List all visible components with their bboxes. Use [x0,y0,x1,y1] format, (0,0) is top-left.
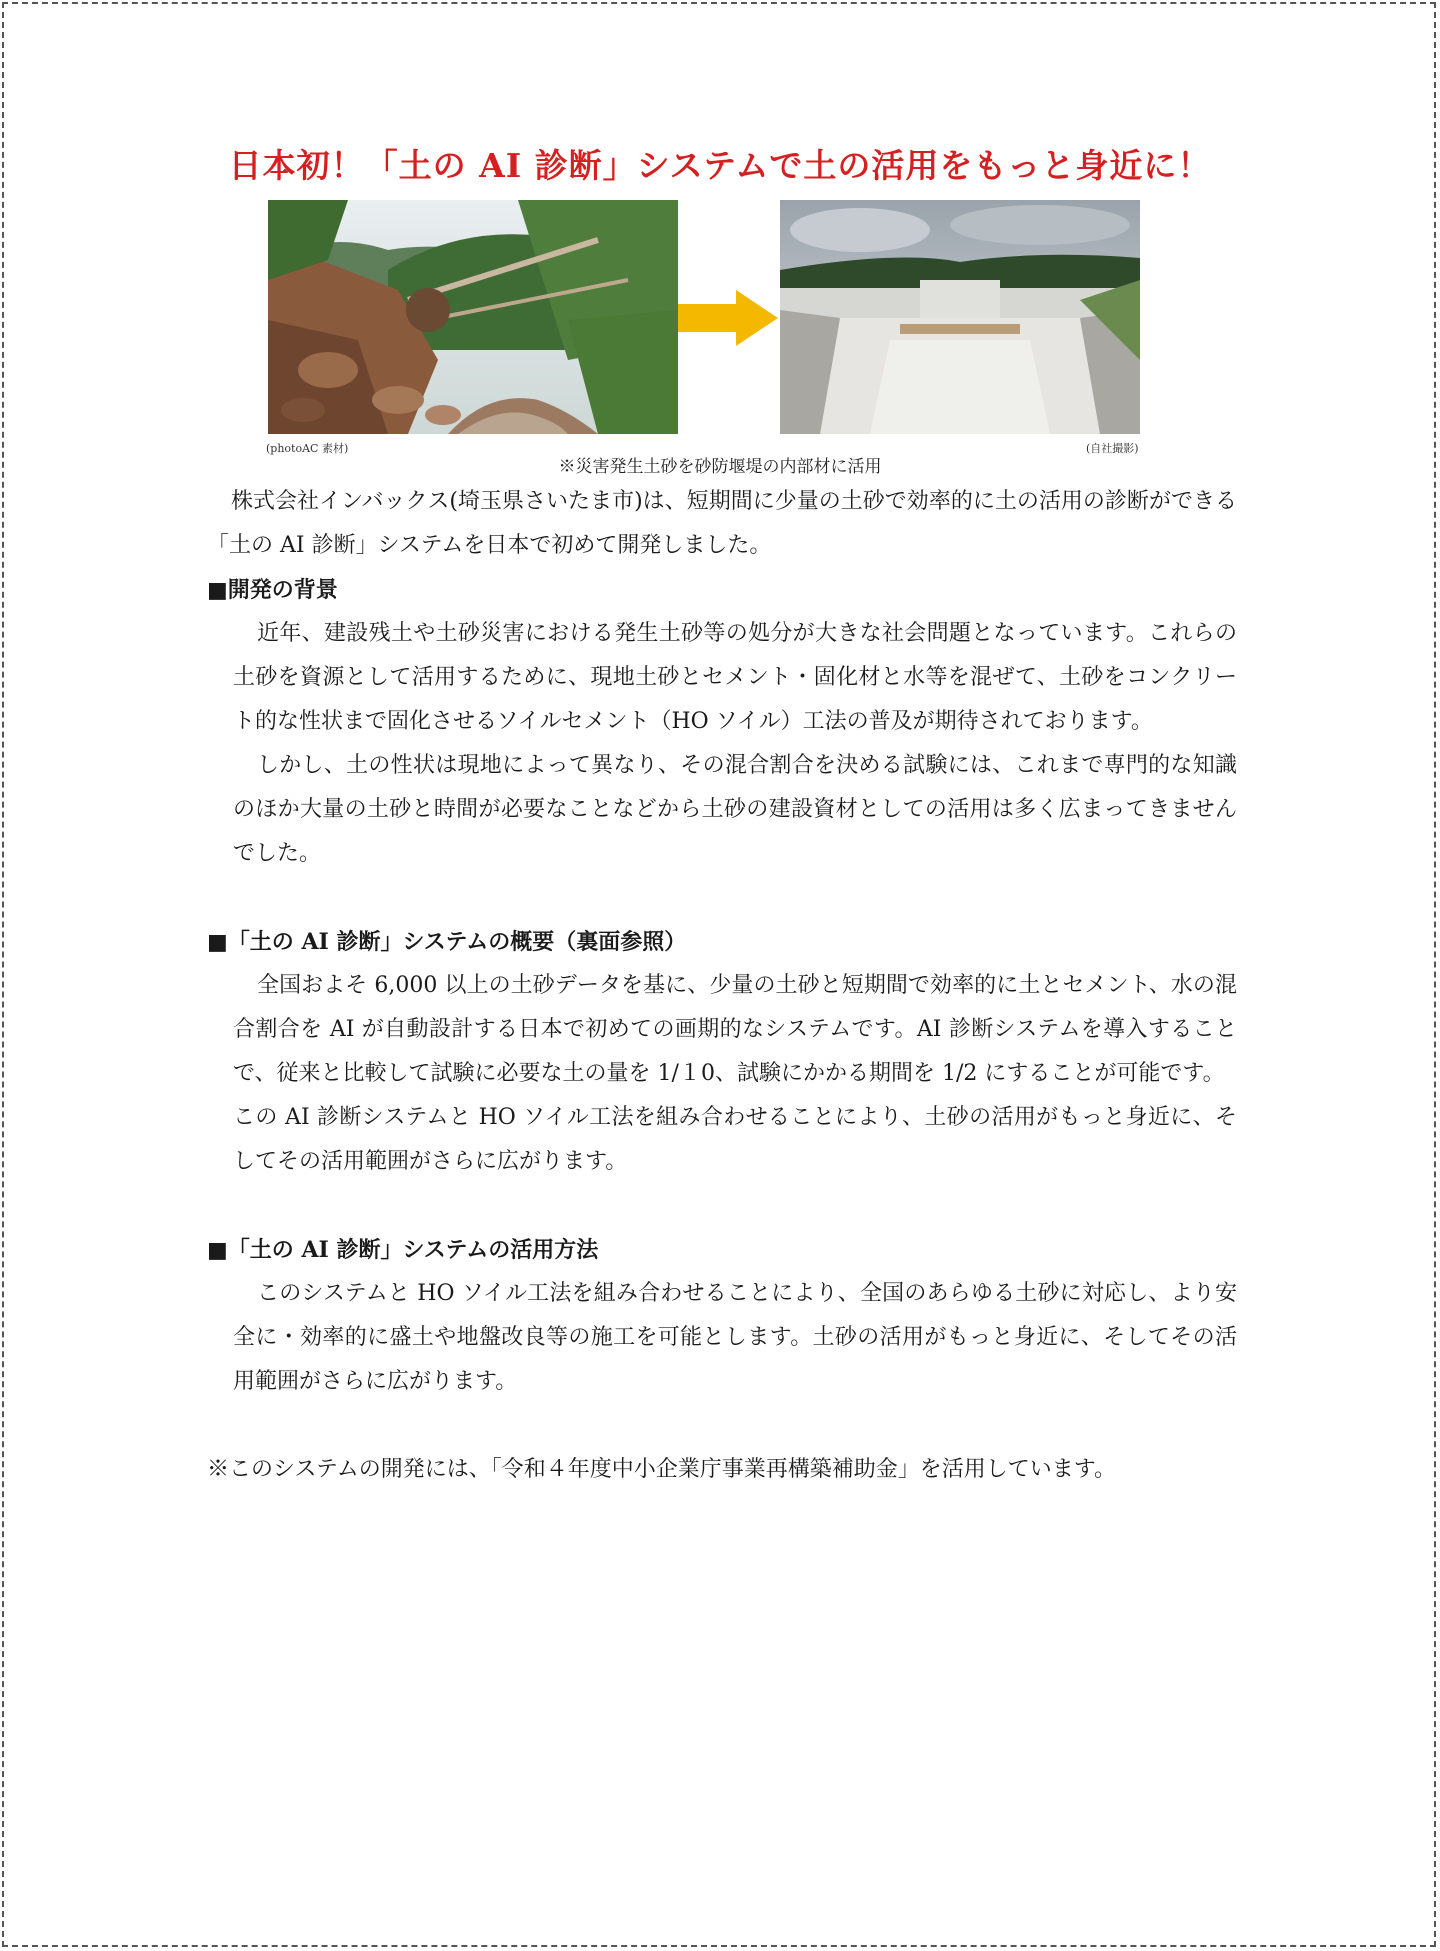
section-background [207,568,1237,876]
photo-caption: ※災害発生土砂を砂防堰堤の内部材に活用 [558,457,882,477]
section-usage [207,1228,1237,1492]
sabo-dam-photo [780,200,1140,434]
page-title: 日本初！「土の AI 診断」システムで土の活用をもっと身近に！ [228,146,1212,185]
background-paragraph-2: しかし、土の性状は現地によって異なり、その混合割合を決める試験には、これまで専門的な知識のほか大量の土砂と時間が必要なことなどから土砂の建設資材としての活用は多く広まってきませんでした。 [233,753,1237,866]
section-overview [207,920,1237,1184]
section-heading-overview: ■「土の AI 診断」システムの概要（裏面参照） [207,929,687,955]
background-paragraph-1: 近年、建設残土や土砂災害における発生土砂等の処分が大きな社会問題となっています。これらの土砂を資源として活用するために、現地土砂とセメント・固化材と水等を混ぜて、土砂をコンクリート的な性状まで固化させるソイルセメント（HO ソイル）工法の普及が期待されております。 [233,621,1237,734]
footnote: ※このシステムの開発には、「令和４年度中小企業庁事業再構築補助金」を活用しています。 [207,1457,1117,1482]
overview-paragraph-2: この AI 診断システムと HO ソイル工法を組み合わせることにより、土砂の活用がもっと身近に、そしてその活用範囲がさらに広がります。 [233,1105,1237,1174]
section-heading-background: ■開発の背景 [207,577,338,603]
intro-paragraph: 株式会社インバックス(埼玉県さいたま市)は、短期間に少量の土砂で効率的に土の活用の診断ができる「土の AI 診断」システムを日本で初めて開発しました。 [207,489,1237,558]
arrow-right-icon [678,290,778,350]
section-heading-usage: ■「土の AI 診断」システムの活用方法 [207,1237,599,1263]
usage-paragraph-1: このシステムと HO ソイル工法を組み合わせることにより、全国のあらゆる土砂に対応し、より安全に・効率的に盛土や地盤改良等の施工を可能とします。土砂の活用がもっと身近に、そしてその活用範囲がさらに広がります。 [233,1281,1237,1394]
overview-paragraph-1: 全国およそ 6,000 以上の土砂データを基に、少量の土砂と短期間で効率的に土とセメント、水の混合割合を AI が自動設計する日本で初めての画期的なシステムです。AI 診断システムを導入することで、従来と比較して試験に必要な土の量を 1/１0、試験にかかる期間を 1/2 にすることが可能です。 [233,973,1237,1086]
photo-credit-right: (自社撮影) [1086,442,1139,455]
landslide-photo [268,200,678,434]
intro-block [207,480,1237,568]
photo-credit-left: (photoAC 素材) [266,442,349,455]
